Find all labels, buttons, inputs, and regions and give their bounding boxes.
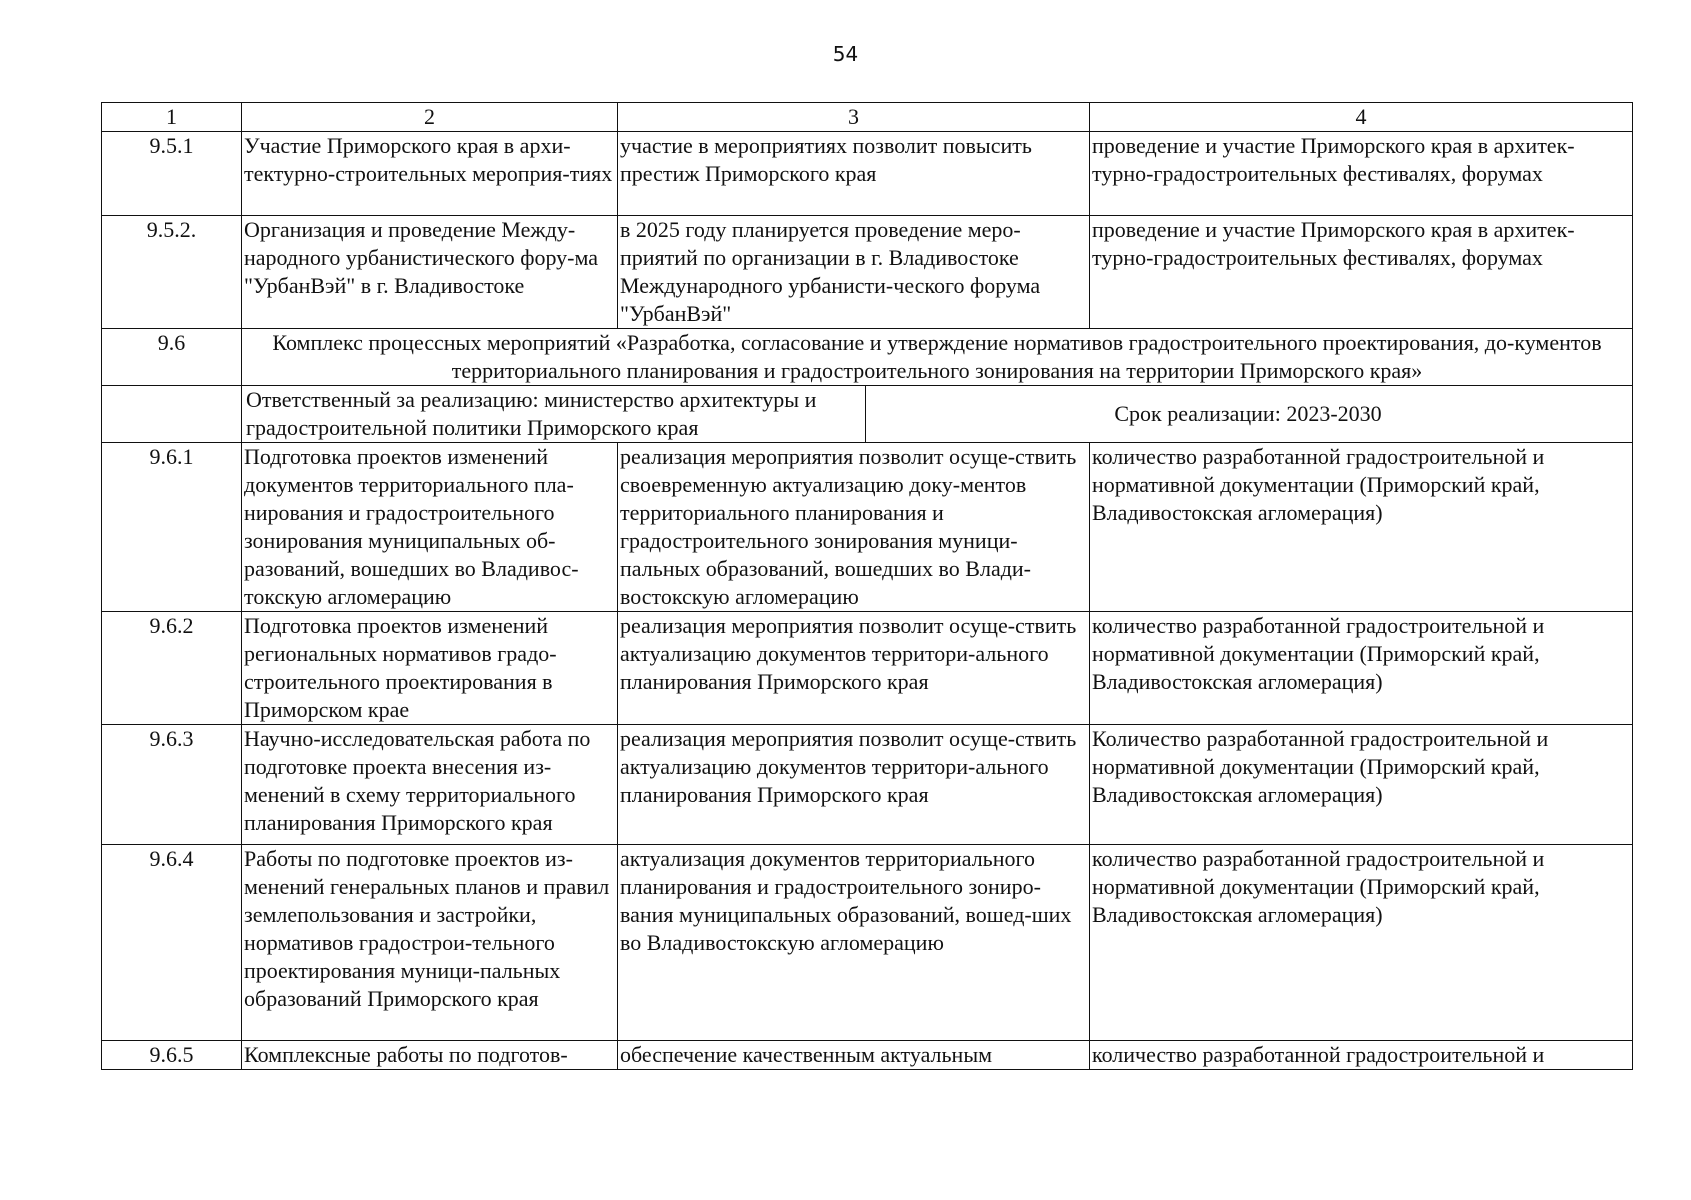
section-meta: [242, 386, 1633, 443]
section-title: Комплекс процессных мероприятий «Разработка, согласование и утверждение нормативов градостроительного проектирования, до-кументов территориального планирования и градостроительного зонирования на территории Приморского края»: [242, 329, 1633, 386]
table-row: [102, 443, 1633, 612]
measure-result: обеспечение качественным актуальным: [618, 1041, 1090, 1070]
measure-indicator: проведение и участие Приморского края в архитек-турно-градостроительных фестивалях, форумах: [1090, 132, 1633, 216]
measure-result: реализация мероприятия позволит осуще-ствить актуализацию документов территори-ального планирования Приморского края: [618, 612, 1090, 725]
measure-indicator: Количество разработанной градостроительной и нормативной документации (Приморский край, Владивостокская агломерация): [1090, 725, 1633, 845]
measure-result: реализация мероприятия позволит осуще-ствить своевременную актуализацию доку-ментов территориального планирования и градостроительного зонирования муници-пальных образований, вошедших во Влади-востокскую агломерацию: [618, 443, 1090, 612]
table-row: [102, 132, 1633, 216]
measure-name: Научно-исследовательская работа по подготовке проекта внесения из-менений в схему территориального планирования Приморского края: [242, 725, 618, 845]
table-header-row: [102, 103, 1633, 132]
section-meta-row: [102, 386, 1633, 443]
measure-name: Подготовка проектов изменений документов территориального пла-нирования и градостроительного зонирования муниципальных об-разований, вошедших во Владивос-токскую агломерацию: [242, 443, 618, 612]
section-number: 9.6: [102, 329, 242, 386]
measure-result: участие в мероприятиях позволит повысить престиж Приморского края: [618, 132, 1090, 216]
section-row: [102, 329, 1633, 386]
measure-result: актуализация документов территориального планирования и градостроительного зониро-вания муниципальных образований, вошед-ших во Владивостокскую агломерацию: [618, 845, 1090, 1041]
table-row: [102, 612, 1633, 725]
measure-indicator: количество разработанной градостроительной и нормативной документации (Приморский край, Владивостокская агломерация): [1090, 612, 1633, 725]
row-number: 9.5.2.: [102, 216, 242, 329]
header-col-1: 1: [102, 103, 242, 132]
measure-indicator: количество разработанной градостроительной и нормативной документации (Приморский край, Владивостокская агломерация): [1090, 845, 1633, 1041]
row-number: 9.5.1: [102, 132, 242, 216]
responsible-text: Ответственный за реализацию: министерство архитектуры и градостроительной политики Приморского края: [244, 386, 866, 442]
table-row: [102, 725, 1633, 845]
measure-indicator: проведение и участие Приморского края в архитек-турно-градостроительных фестивалях, форумах: [1090, 216, 1633, 329]
section-meta-empty: [102, 386, 242, 443]
table-row: [102, 845, 1633, 1041]
page-number: 54: [832, 42, 859, 66]
row-number: 9.6.5: [102, 1041, 242, 1070]
row-number: 9.6.2: [102, 612, 242, 725]
measure-name: Работы по подготовке проектов из-менений генеральных планов и правил землепользования и застройки, нормативов градострои-тельного проектирования муници-пальных образований Приморского края: [242, 845, 618, 1041]
measure-name: Организация и проведение Между-народного урбанистического фору-ма "УрбанВэй" в г. Владивостоке: [242, 216, 618, 329]
header-col-2: 2: [242, 103, 618, 132]
row-number: 9.6.1: [102, 443, 242, 612]
measure-name: Участие Приморского края в архи-тектурно-строительных мероприя-тиях: [242, 132, 618, 216]
table-row: [102, 216, 1633, 329]
row-number: 9.6.3: [102, 725, 242, 845]
measure-indicator: количество разработанной градостроительной и: [1090, 1041, 1633, 1070]
measure-result: реализация мероприятия позволит осуще-ствить актуализацию документов территори-ального планирования Приморского края: [618, 725, 1090, 845]
measure-name: Комплексные работы по подготов-: [242, 1041, 618, 1070]
table-row: [102, 1041, 1633, 1070]
header-col-3: 3: [618, 103, 1090, 132]
measures-table: [101, 102, 1633, 1070]
row-number: 9.6.4: [102, 845, 242, 1041]
term-text: Срок реализации: 2023-2030: [1114, 401, 1382, 426]
measure-result: в 2025 году планируется проведение меро-приятий по организации в г. Владивостоке Международного урбанисти-ческого форума "УрбанВэй": [618, 216, 1090, 329]
header-col-4: 4: [1090, 103, 1633, 132]
measure-name: Подготовка проектов изменений региональных нормативов градо-строительного проектирования в Приморском крае: [242, 612, 618, 725]
measure-indicator: количество разработанной градостроительной и нормативной документации (Приморский край, Владивостокская агломерация): [1090, 443, 1633, 612]
